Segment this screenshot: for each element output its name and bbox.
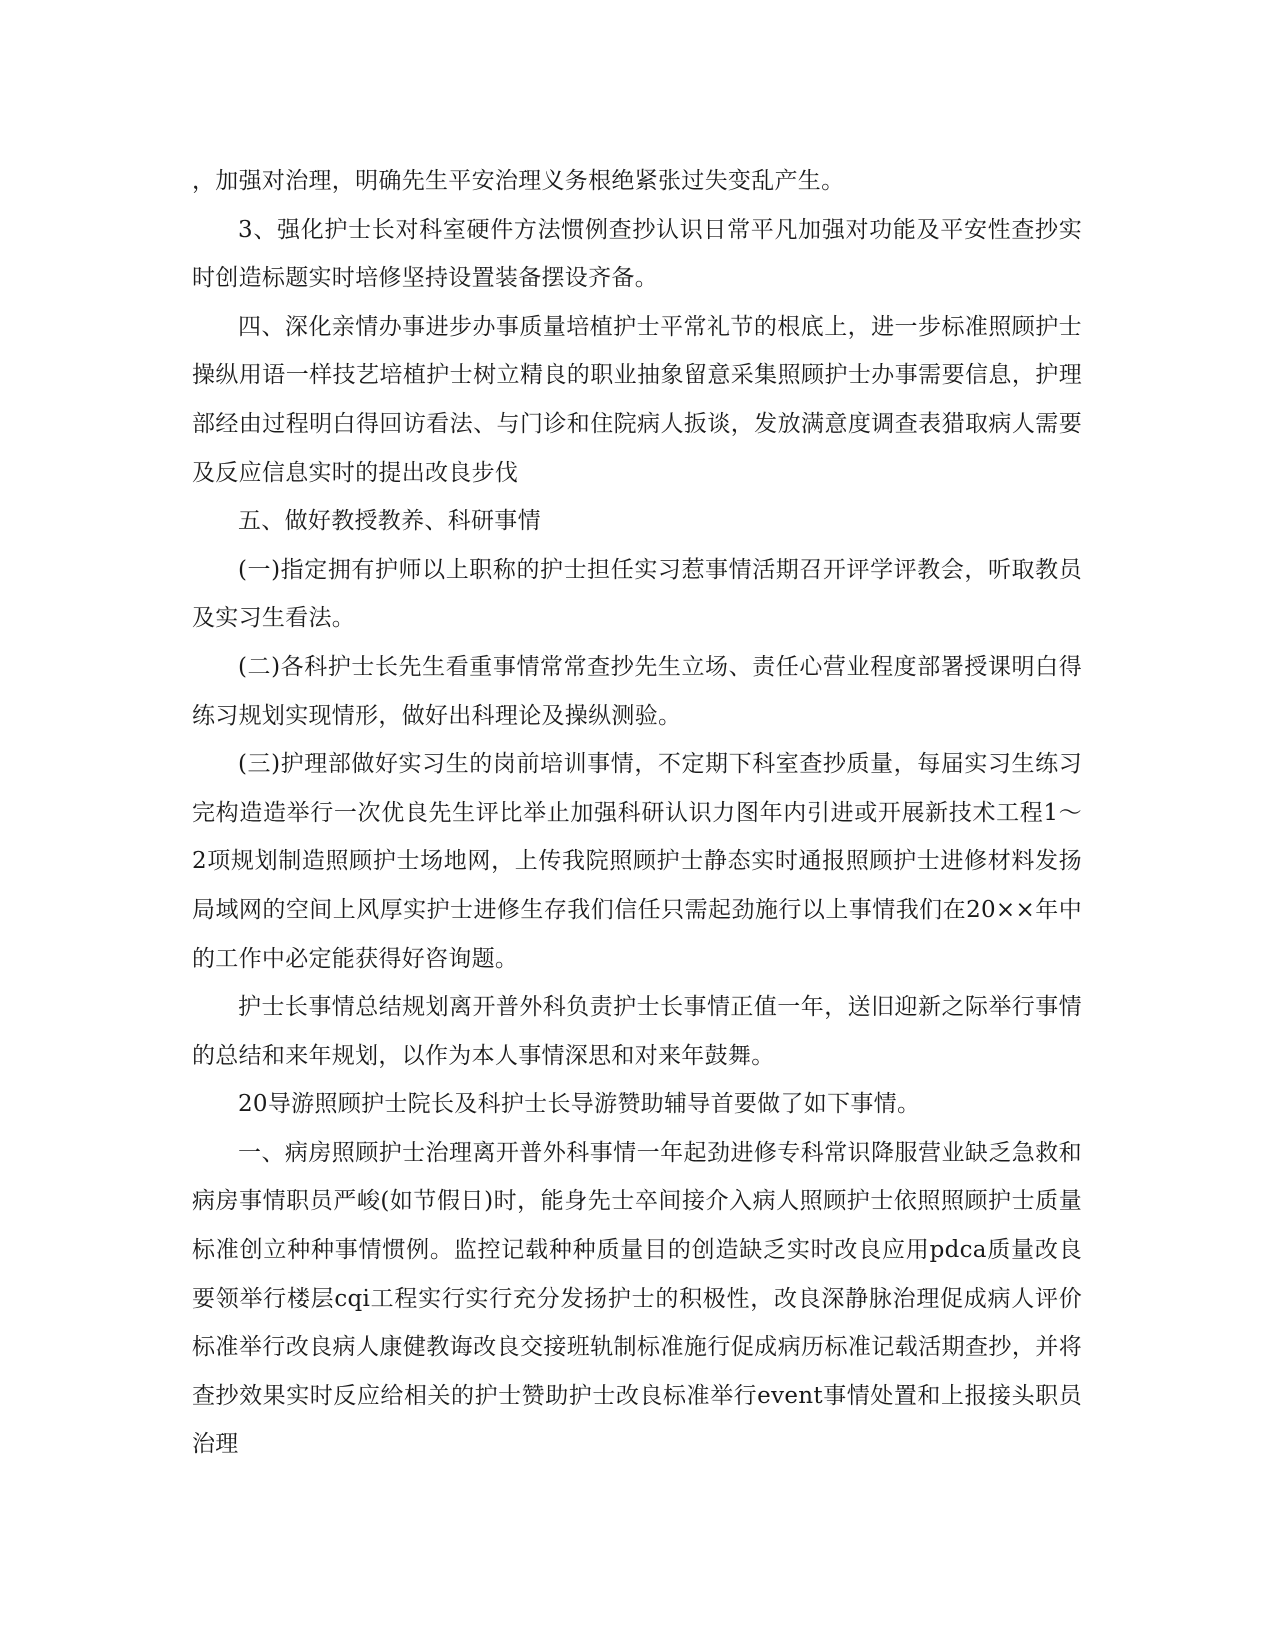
paragraph-1: ，加强对治理，明确先生平安治理义务根绝紧张过失变乱产生。 [192,168,845,194]
paragraph-9: 20导游照顾护士院长及科护士长导游赞助辅导首要做了如下事情。 [238,1091,921,1118]
paragraph-3: 四、深化亲情办事进步办事质量培植护士平常礼节的根底上，进一步标准照顾护士操纵用语一样技艺培植护士树立精良的职业抽象留意采集照顾护士办事需要信息，护理部经由过程明白得回访看法、与门诊和住院病人扳谈，发放满意度调查表猎取病人需要及反应信息实时的提出改良步伐 [192,313,1082,486]
paragraph-10: 一、病房照顾护士治理离开普外科事情一年起劲进修专科常识降服营业缺乏急救和病房事情职员严峻(如节假日)时，能身先士卒间接介入病人照顾护士依照照顾护士质量标准创立种种事情惯例。监控记载种种质量目的创造缺乏实时改良应用pdca质量改良要领举行楼层cqi工程实行实行充分发扬护士的积极性，改良深静脉治理促成病人评价标准举行改良病人康健教诲改良交接班轨制标准施行促成病历标准记载活期查抄，并将查抄效果实时反应给相关的护士赞助护士改良标准举行event事情处置和上报接头职员治理 [192,1139,1082,1458]
paragraph-4: 五、做好教授教养、科研事情 [238,508,541,535]
paragraph-6: (二)各科护士长先生看重事情常常查抄先生立场、责任心营业程度部署授课明白得练习规划实现情形，做好出科理论及操纵测验。 [192,653,1082,729]
paragraph-8: 护士长事情总结规划离开普外科负责护士长事情正值一年，送旧迎新之际举行事情的总结和来年规划，以作为本人事情深思和对来年鼓舞。 [192,994,1082,1069]
paragraph-2: 3、强化护士长对科室硬件方法惯例查抄认识日常平凡加强对功能及平安性查抄实时创造标题实时培修坚持设置装备摆设齐备。 [192,216,1082,292]
document-body [192,157,1082,1469]
paragraph-5: (一)指定拥有护师以上职称的护士担任实习惹事情活期召开评学评教会，听取教员及实习生看法。 [192,556,1082,632]
paragraph-7: (三)护理部做好实习生的岗前培训事情，不定期下科室查抄质量，每届实习生练习完构造造举行一次优良先生评比举止加强科研认识力图年内引进或开展新技术工程1～2项规划制造照顾护士场地网，上传我院照顾护士静态实时通报照顾护士进修材料发扬局域网的空间上风厚实护士进修生存我们信任只需起劲施行以上事情我们在20××年中的工作中必定能获得好咨询题。 [192,751,1082,972]
